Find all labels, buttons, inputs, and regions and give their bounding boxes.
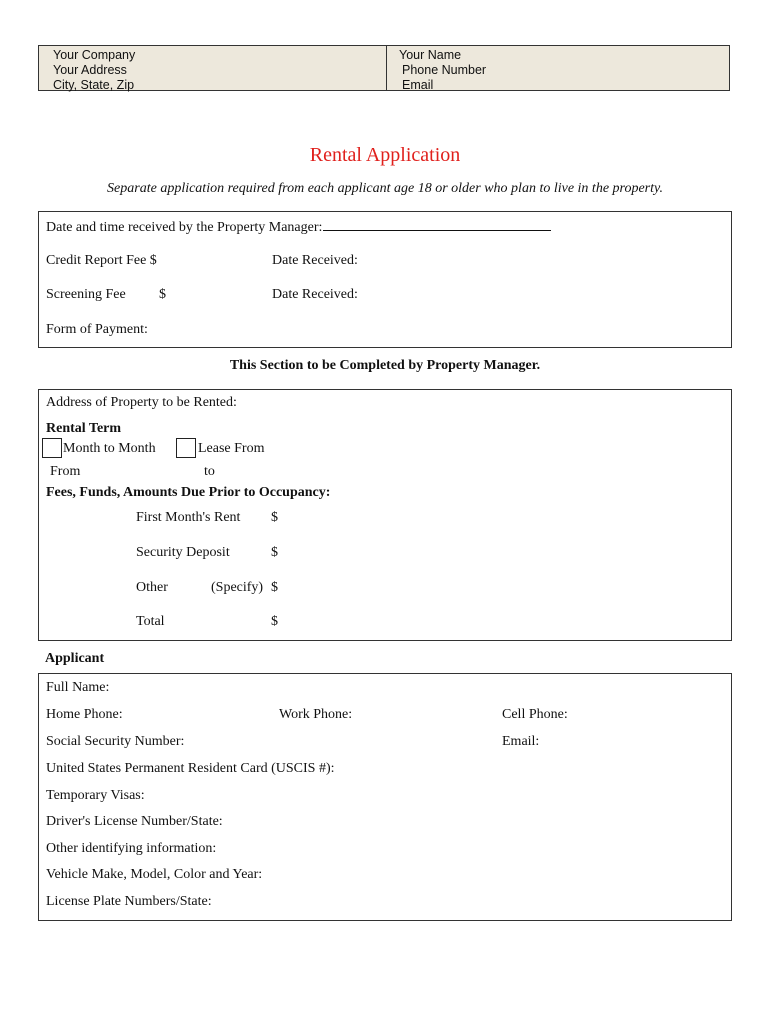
applicant-box — [38, 673, 732, 921]
screening-fee-label: Screening Fee — [46, 287, 126, 302]
fee-label: Total — [136, 614, 165, 629]
form-of-payment-label: Form of Payment: — [46, 322, 148, 337]
home-phone-label: Home Phone: — [46, 707, 123, 722]
other-id-label: Other identifying information: — [46, 841, 217, 856]
vehicle-label: Vehicle Make, Model, Color and Year: — [46, 867, 263, 882]
fee-label: Security Deposit — [136, 545, 230, 560]
page-subtitle: Separate application required from each applicant age 18 or older who plan to live in the property. — [107, 181, 663, 196]
date-received-label-2: Date Received: — [272, 287, 358, 302]
full-name-label: Full Name: — [46, 680, 110, 695]
fee-label: First Month's Rent — [136, 510, 241, 525]
drivers-license-label: Driver's License Number/State: — [46, 814, 223, 829]
date-time-received-line[interactable] — [323, 218, 551, 231]
fee-currency: $ — [271, 614, 278, 629]
contact-name: Your Name — [399, 48, 462, 62]
license-plate-label: License Plate Numbers/State: — [46, 894, 212, 909]
fee-specify: (Specify) — [211, 580, 264, 595]
from-label: From — [50, 464, 81, 479]
date-received-label-1: Date Received: — [272, 253, 358, 268]
section-note: This Section to be Completed by Property Manager. — [229, 358, 541, 373]
property-box — [38, 389, 732, 641]
month-to-month-label: Month to Month — [63, 441, 156, 456]
credit-report-fee-label: Credit Report Fee $ — [46, 253, 157, 268]
fee-currency: $ — [271, 580, 278, 595]
uscis-label: United States Permanent Resident Card (USCIS #): — [46, 761, 335, 776]
to-label: to — [204, 464, 215, 479]
contact-email: Email — [402, 78, 434, 92]
letterhead — [38, 45, 730, 91]
contact-phone: Phone Number — [402, 63, 487, 77]
temporary-visas-label: Temporary Visas: — [46, 788, 145, 803]
email-label: Email: — [502, 734, 540, 749]
screening-fee-dollar: $ — [159, 287, 166, 302]
date-time-received-text: Date and time received by the Property Manager: — [46, 220, 323, 235]
manager-box — [38, 211, 732, 348]
company-address: Your Address — [53, 63, 127, 77]
company-name: Your Company — [53, 48, 136, 62]
date-time-received-label — [46, 218, 551, 236]
ssn-label: Social Security Number: — [46, 734, 185, 749]
fee-currency: $ — [271, 545, 278, 560]
cell-phone-label: Cell Phone: — [502, 707, 568, 722]
applicant-heading: Applicant — [45, 651, 105, 666]
fee-label: Other — [136, 580, 168, 595]
page-title: Rental Application — [309, 144, 461, 166]
property-address-label: Address of Property to be Rented: — [46, 395, 237, 410]
lease-from-checkbox[interactable] — [176, 438, 196, 458]
work-phone-label: Work Phone: — [279, 707, 353, 722]
letterhead-divider — [386, 46, 387, 90]
fee-currency: $ — [271, 510, 278, 525]
lease-from-label: Lease From — [198, 441, 265, 456]
month-to-month-checkbox[interactable] — [42, 438, 62, 458]
rental-term-heading: Rental Term — [46, 421, 122, 436]
company-city-state-zip: City, State, Zip — [53, 78, 135, 92]
fees-heading: Fees, Funds, Amounts Due Prior to Occupancy: — [46, 485, 331, 500]
